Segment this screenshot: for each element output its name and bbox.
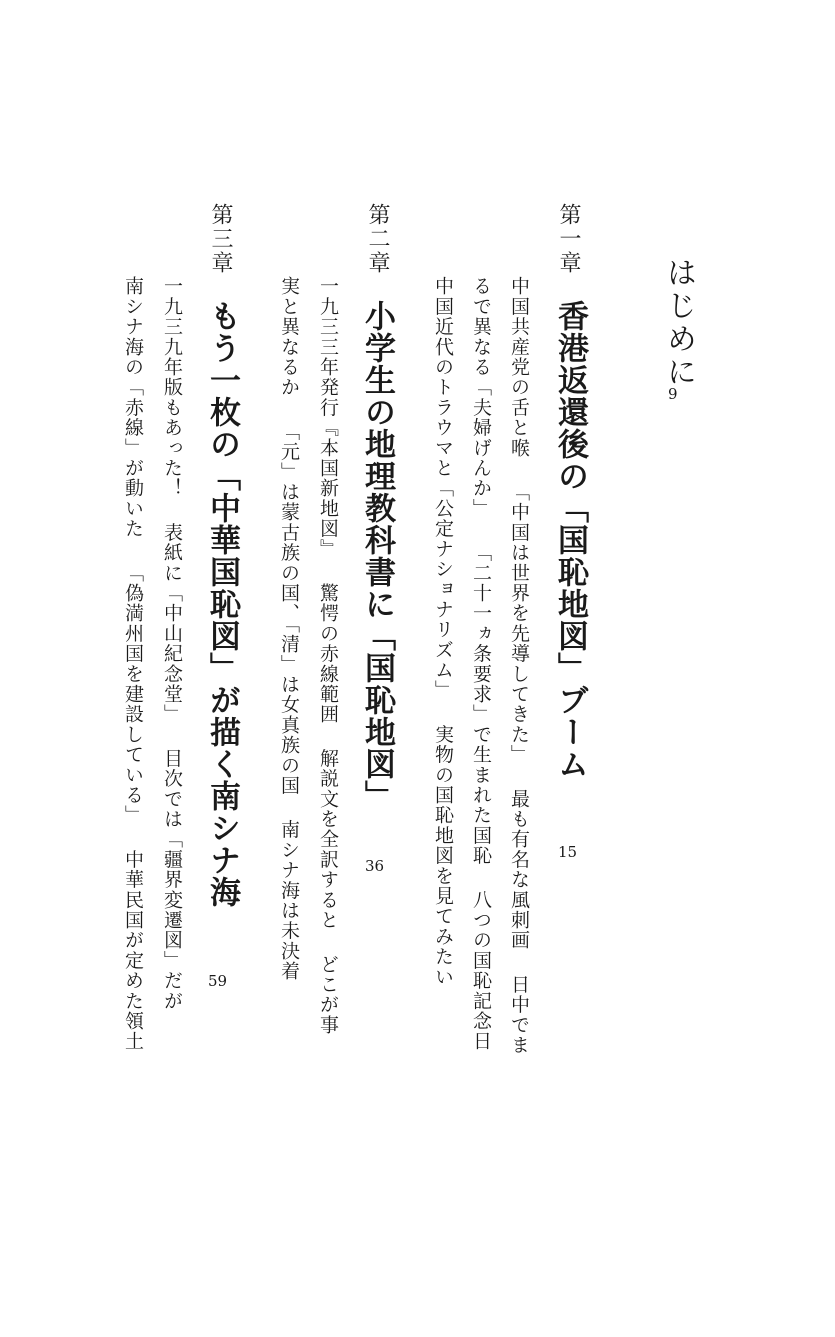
chapter-1-line-2-item-3: 八つの国恥記念日 xyxy=(470,889,492,1052)
chapter-1-line-1-item-1: 中国共産党の舌と喉 xyxy=(508,276,530,458)
chapter-1-line-2-item-1: るで異なる「夫婦げんか」 xyxy=(470,276,492,519)
chapter-2-line-1-item-3: 解説文を全訳すると xyxy=(317,748,339,931)
chapter-2-line-1-item-2: 驚愕の赤線範囲 xyxy=(317,582,339,725)
chapter-2-title: 小学生の地理教科書に「国恥地図」 xyxy=(359,300,395,812)
chapter-3-line-2-item-1: 南シナ海の「赤線」が動いた xyxy=(122,276,144,539)
chapter-2-page-number: 36 xyxy=(365,857,385,875)
chapter-2-label: 第二章 xyxy=(365,203,390,275)
chapter-3-line-1-item-3: 目次では「疆界変遷図」だが xyxy=(161,748,183,1011)
chapter-1-title: 香港返還後の「国恥地図」ブーム xyxy=(552,300,588,780)
chapter-3-page-number: 59 xyxy=(208,972,228,990)
chapter-1-line-2 xyxy=(471,276,490,1051)
chapter-2-line-2 xyxy=(279,276,298,981)
chapter-3-title: もう一枚の「中華国恥図」が描く南シナ海 xyxy=(204,300,240,908)
chapter-1-label: 第一章 xyxy=(556,203,581,275)
chapter-2-line-1-item-4: どこが事 xyxy=(317,954,339,1035)
chapter-2-line-2-item-3: 南シナ海は未決着 xyxy=(278,819,300,982)
chapter-3-line-2-item-3: 中華民国が定めた領土 xyxy=(122,849,144,1052)
chapter-2-line-2-item-1: 実と異なるか xyxy=(278,276,300,398)
chapter-2-line-2-item-2: 「元」は蒙古族の国、「清」は女真族の国 xyxy=(278,421,300,796)
chapter-1-line-1 xyxy=(509,276,528,1055)
chapter-3-line-1-item-2: 表紙に「中山紀念堂」 xyxy=(161,522,183,725)
chapter-1-line-1-item-3: 最も有名な風刺画 xyxy=(508,788,530,951)
intro-page-number: 9 xyxy=(668,385,678,403)
chapter-3-line-2-item-2: 「偽満州国を建設している」 xyxy=(122,562,144,826)
chapter-1-page-number: 15 xyxy=(558,843,578,861)
chapter-1-line-2-item-2: 「二十一ヵ条要求」で生まれた国恥 xyxy=(470,542,492,866)
chapter-3-line-1 xyxy=(162,276,181,1011)
chapter-3-label: 第三章 xyxy=(208,203,233,275)
chapter-1-line-3-item-2: 実物の国恥地図を見てみたい xyxy=(432,724,454,987)
chapter-1-line-1-item-4: 日中でま xyxy=(508,974,530,1056)
intro-heading: はじめに xyxy=(661,257,696,389)
chapter-1-line-1-item-2: 「中国は世界を先導してきた」 xyxy=(508,481,530,765)
chapter-3-line-1-item-1: 一九三九年版もあった！ xyxy=(161,276,183,499)
chapter-2-line-1 xyxy=(318,276,337,1035)
chapter-2-line-1-item-1: 一九三三年発行『本国新地図』 xyxy=(317,276,339,559)
chapter-1-line-3-item-1: 中国近代のトラウマと「公定ナショナリズム」 xyxy=(432,276,454,701)
chapter-3-line-2 xyxy=(123,276,142,1051)
chapter-1-line-3 xyxy=(433,276,452,987)
